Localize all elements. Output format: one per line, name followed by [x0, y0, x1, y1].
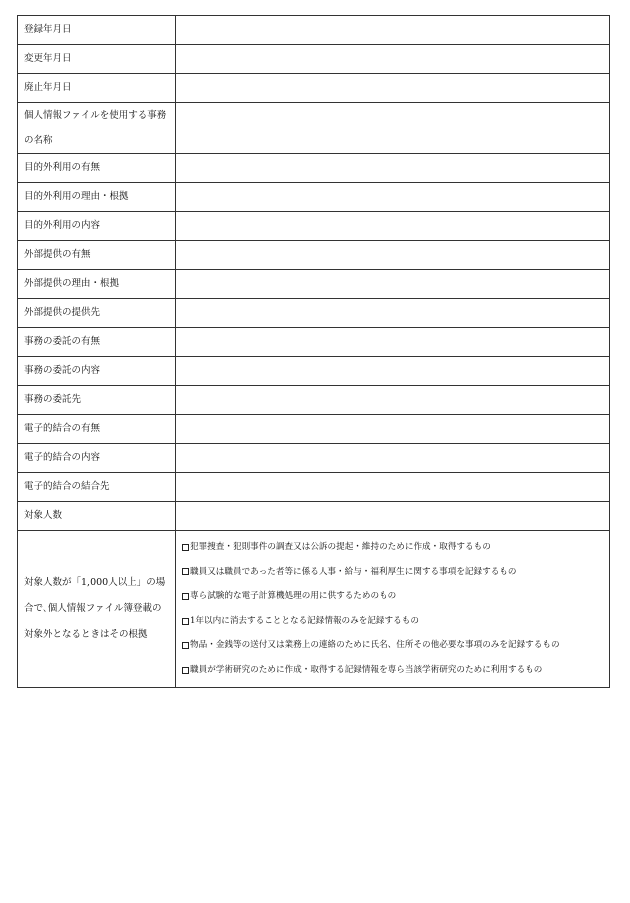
row-label-electronic-linkage: 電子的結合の有無 — [18, 415, 176, 444]
checkbox-icon[interactable] — [182, 544, 189, 551]
option-criminal-investigation[interactable]: 犯罪捜査・犯則事件の調査又は公訴の提起・維持のために作成・取得するもの — [182, 535, 603, 560]
row-label-abolition-date: 廃止年月日 — [18, 74, 176, 103]
row-label-external-provision-recipient: 外部提供の提供先 — [18, 299, 176, 328]
electronic-linkage-field[interactable] — [176, 415, 610, 444]
row-label-external-provision-reason: 外部提供の理由・根拠 — [18, 270, 176, 299]
row-label-outsourcing: 事務の委託の有無 — [18, 328, 176, 357]
change-date-field[interactable] — [176, 45, 610, 74]
row-label-external-provision: 外部提供の有無 — [18, 241, 176, 270]
subject-count-field[interactable] — [176, 502, 610, 531]
checkbox-icon[interactable] — [182, 593, 189, 600]
outsourcing-contractor-field[interactable] — [176, 386, 610, 415]
abolition-date-field[interactable] — [176, 74, 610, 103]
option-personnel-records[interactable]: 職員又は職員であった者等に係る人事・給与・福利厚生に関する事項を記録するもの — [182, 560, 603, 585]
option-academic-research[interactable]: 職員が学術研究のために作成・取得する記録情報を専ら当該学術研究のために利用するもの — [182, 658, 603, 683]
row-label-subject-count: 対象人数 — [18, 502, 176, 531]
option-delivery-contact[interactable]: 物品・金銭等の送付又は業務上の連絡のために氏名、住所その他必要な事項のみを記録するもの — [182, 633, 603, 658]
checkbox-icon[interactable] — [182, 642, 189, 649]
electronic-linkage-content-field[interactable] — [176, 444, 610, 473]
row-label-other-purpose-use: 目的外利用の有無 — [18, 154, 176, 183]
row-label-registration-date: 登録年月日 — [18, 16, 176, 45]
row-label-exclusion-basis: 対象人数が「1,000人以上」の場合で､個人情報ファイル簿登載の対象外となるときはその根拠 — [18, 531, 176, 688]
other-purpose-content-field[interactable] — [176, 212, 610, 241]
row-label-electronic-linkage-content: 電子的結合の内容 — [18, 444, 176, 473]
checkbox-icon[interactable] — [182, 618, 189, 625]
exclusion-basis-options — [176, 531, 610, 688]
row-label-change-date: 変更年月日 — [18, 45, 176, 74]
outsourcing-field[interactable] — [176, 328, 610, 357]
row-label-electronic-linkage-target: 電子的結合の結合先 — [18, 473, 176, 502]
other-purpose-use-field[interactable] — [176, 154, 610, 183]
external-provision-recipient-field[interactable] — [176, 299, 610, 328]
checkbox-icon[interactable] — [182, 568, 189, 575]
outsourcing-content-field[interactable] — [176, 357, 610, 386]
external-provision-reason-field[interactable] — [176, 270, 610, 299]
office-work-name-field[interactable] — [176, 103, 610, 154]
row-label-other-purpose-reason: 目的外利用の理由・根拠 — [18, 183, 176, 212]
row-label-other-purpose-content: 目的外利用の内容 — [18, 212, 176, 241]
external-provision-field[interactable] — [176, 241, 610, 270]
row-label-office-work-name: 個人情報ファイルを使用する事務の名称 — [18, 103, 176, 154]
registration-date-field[interactable] — [176, 16, 610, 45]
electronic-linkage-target-field[interactable] — [176, 473, 610, 502]
checkbox-icon[interactable] — [182, 667, 189, 674]
option-experimental-processing[interactable]: 専ら試験的な電子計算機処理の用に供するためのもの — [182, 584, 603, 609]
row-label-outsourcing-content: 事務の委託の内容 — [18, 357, 176, 386]
other-purpose-reason-field[interactable] — [176, 183, 610, 212]
row-label-outsourcing-contractor: 事務の委託先 — [18, 386, 176, 415]
option-erased-within-one-year[interactable]: 1年以内に消去することとなる記録情報のみを記録するもの — [182, 609, 603, 634]
personal-info-file-form — [17, 15, 610, 688]
